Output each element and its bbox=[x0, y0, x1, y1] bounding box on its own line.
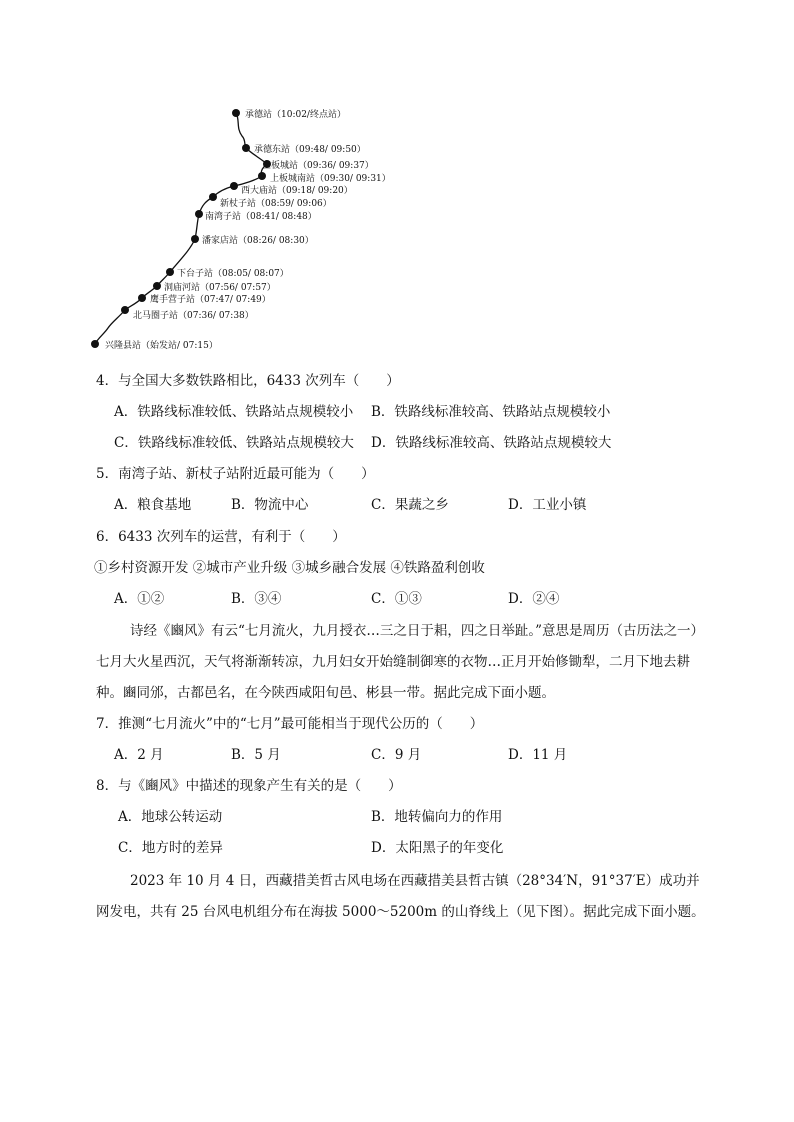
station-dot bbox=[191, 235, 199, 243]
q7-option-b: B．5 月 bbox=[231, 747, 281, 763]
railway-line bbox=[95, 113, 267, 344]
q8-option-d: D．太阳黑子的年变化 bbox=[371, 840, 504, 856]
station-label: 承德站（10:02/终点站） bbox=[245, 110, 346, 120]
railway-route-map bbox=[0, 0, 794, 360]
station-dot bbox=[166, 268, 174, 276]
station-dot bbox=[209, 193, 217, 201]
q7-option-a: A．2 月 bbox=[114, 747, 164, 763]
q6-option-c: C．①③ bbox=[371, 591, 422, 607]
q6-option-a: A．①② bbox=[114, 591, 165, 607]
q6-option-d: D．②④ bbox=[508, 591, 560, 607]
station-dot bbox=[91, 340, 99, 348]
q6-numbered-items: ①乡村资源开发 ②城市产业升级 ③城乡融合发展 ④铁路盈利创收 bbox=[94, 560, 485, 576]
station-label: 南湾子站（08:41/ 08:48） bbox=[205, 212, 317, 222]
station-label: 上板城南站（09:30/ 09:31） bbox=[270, 174, 391, 184]
station-label: 兴隆县站（始发站/ 07:15） bbox=[105, 341, 218, 351]
question-6-stem: 6．6433 次列车的运营，有利于（ ） bbox=[96, 529, 346, 545]
question-4-stem: 4．与全国大多数铁路相比，6433 次列车（ ） bbox=[96, 373, 400, 389]
question-8-stem: 8．与《豳风》中描述的现象产生有关的是（ ） bbox=[96, 778, 402, 794]
station-dot bbox=[258, 172, 266, 180]
passage-bin-feng bbox=[96, 616, 706, 709]
q5-option-c: C．果蔬之乡 bbox=[371, 497, 449, 513]
station-dot bbox=[138, 294, 146, 302]
station-label: 承德东站（09:48/ 09:50） bbox=[254, 145, 366, 155]
q5-option-d: D．工业小镇 bbox=[508, 497, 587, 513]
station-dot bbox=[195, 210, 203, 218]
q4-option-b: B．铁路线标准较高、铁路站点规模较小 bbox=[371, 404, 611, 420]
q5-option-a: A．粮食基地 bbox=[114, 497, 192, 513]
station-dot bbox=[121, 306, 129, 314]
passage-bin-feng-text: 诗经《豳风》有云“七月流火，九月授衣…三之日于耜，四之日举趾。”意思是周历（古历法之一）七月大火星西沉，天气将渐渐转凉，九月妇女开始缝制御寒的衣物…正月开始修锄犁，二月下地去耕种。豳同邠，古都邑名，在今陕西咸阳旬邑、彬县一带。据此完成下面小题。 bbox=[96, 623, 705, 701]
q4-option-c: C．铁路线标准较低、铁路站点规模较大 bbox=[114, 435, 354, 451]
q7-option-d: D．11 月 bbox=[508, 747, 568, 763]
q4-option-d: D．铁路线标准较高、铁路站点规模较大 bbox=[371, 435, 612, 451]
station-label: 北马圈子站（07:36/ 07:38） bbox=[133, 311, 254, 321]
passage-wind-farm bbox=[96, 866, 706, 928]
station-dot bbox=[153, 282, 161, 290]
q4-option-a: A．铁路线标准较低、铁路站点规模较小 bbox=[114, 404, 354, 420]
station-dot bbox=[230, 182, 238, 190]
station-label: 下台子站（08:05/ 08:07） bbox=[177, 269, 289, 279]
passage-wind-farm-text: 2023 年 10 月 4 日，西藏措美哲古风电场在西藏措美县哲古镇（28°34′N，91°37′E）成功并网发电，共有 25 台风电机组分布在海拔 5000～5200m 的山脊线上（见下图）。据此完成下面小题。 bbox=[96, 873, 705, 920]
station-label: 西大庙站（09:18/ 09:20） bbox=[241, 186, 353, 196]
station-label: 新杖子站（08:59/ 09:06） bbox=[220, 199, 332, 209]
q8-option-c: C．地方时的差异 bbox=[118, 840, 223, 856]
q8-option-a: A．地球公转运动 bbox=[118, 809, 223, 825]
station-label: 洞庙河站（07:56/ 07:57） bbox=[164, 283, 276, 293]
station-dot bbox=[232, 109, 240, 117]
station-label: 潘家店站（08:26/ 08:30） bbox=[202, 236, 314, 246]
question-5-stem: 5．南湾子站、新杖子站附近最可能为（ ） bbox=[96, 466, 375, 482]
station-dot bbox=[242, 144, 250, 152]
q5-option-b: B．物流中心 bbox=[231, 497, 309, 513]
question-7-stem: 7．推测“七月流火”中的“七月”最可能相当于现代公历的（ ） bbox=[96, 716, 484, 732]
station-label: 上板城站（09:36/ 09:37） bbox=[262, 161, 374, 171]
q6-option-b: B．③④ bbox=[231, 591, 282, 607]
q8-option-b: B．地转偏向力的作用 bbox=[371, 809, 503, 825]
station-label: 鹰手营子站（07:47/ 07:49） bbox=[150, 295, 271, 305]
q7-option-c: C．9 月 bbox=[371, 747, 422, 763]
